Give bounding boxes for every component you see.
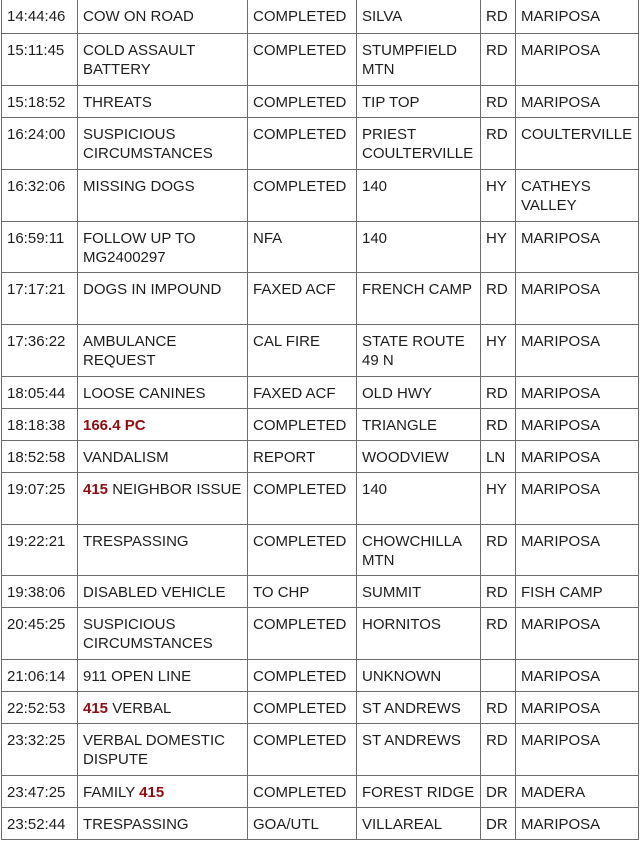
street-cell: SUMMIT: [357, 575, 481, 607]
call-type-text: COW ON ROAD: [83, 8, 194, 25]
table-row: [2, 85, 639, 117]
call-log-table: [1, 0, 639, 840]
disposition-cell: COMPLETED: [248, 659, 357, 691]
time-cell: 16:59:11: [2, 221, 78, 272]
table-row: [2, 691, 639, 723]
call-type-cell: [78, 408, 248, 440]
street-suffix-cell: RD: [481, 524, 516, 575]
time-cell: 21:06:14: [2, 659, 78, 691]
table-row: [2, 376, 639, 408]
city-cell: MARIPOSA: [516, 607, 639, 659]
disposition-cell: COMPLETED: [248, 472, 357, 524]
table-row: [2, 807, 639, 839]
street-suffix-cell: HY: [481, 324, 516, 376]
table-row: [2, 33, 639, 85]
time-cell: 22:52:53: [2, 691, 78, 723]
table-row: [2, 524, 639, 575]
time-cell: 15:11:45: [2, 33, 78, 85]
street-suffix-cell: LN: [481, 440, 516, 472]
table-row: [2, 408, 639, 440]
call-log-body: [2, 0, 639, 839]
disposition-cell: FAXED ACF: [248, 272, 357, 324]
city-cell: MARIPOSA: [516, 272, 639, 324]
table-row: [2, 472, 639, 524]
disposition-cell: FAXED ACF: [248, 376, 357, 408]
penal-code-highlight: 415: [139, 783, 165, 801]
time-cell: 14:44:46: [2, 0, 78, 33]
table-row: [2, 723, 639, 775]
disposition-cell: COMPLETED: [248, 691, 357, 723]
time-cell: 19:07:25: [2, 472, 78, 524]
disposition-cell: COMPLETED: [248, 607, 357, 659]
time-cell: 23:47:25: [2, 775, 78, 807]
street-cell: STUMPFIELD MTN: [357, 33, 481, 85]
street-cell: STATE ROUTE 49 N: [357, 324, 481, 376]
call-type-cell: [78, 524, 248, 575]
call-type-text: TRESPASSING: [83, 532, 189, 550]
disposition-cell: NFA: [248, 221, 357, 272]
time-cell: 18:18:38: [2, 408, 78, 440]
city-cell: MARIPOSA: [516, 472, 639, 524]
disposition-cell: COMPLETED: [248, 775, 357, 807]
street-suffix-cell: RD: [481, 85, 516, 117]
penal-code-highlight: 166.4 PC: [83, 416, 146, 434]
street-cell: 140: [357, 472, 481, 524]
street-suffix-cell: RD: [481, 691, 516, 723]
city-cell: FISH CAMP: [516, 575, 639, 607]
table-row: [2, 659, 639, 691]
call-type-text: SUSPICIOUS CIRCUMSTANCES: [83, 125, 213, 162]
city-cell: MARIPOSA: [516, 691, 639, 723]
disposition-cell: COMPLETED: [248, 169, 357, 221]
street-suffix-cell: DR: [481, 775, 516, 807]
street-cell: FRENCH CAMP: [357, 272, 481, 324]
call-type-cell: [78, 85, 248, 117]
street-suffix-cell: RD: [481, 117, 516, 169]
call-type-text: SUSPICIOUS CIRCUMSTANCES: [83, 615, 213, 652]
city-cell: MARIPOSA: [516, 723, 639, 775]
call-type-text: NEIGHBOR ISSUE: [108, 480, 242, 498]
table-row: [2, 117, 639, 169]
table-row: [2, 169, 639, 221]
call-type-text: 911 OPEN LINE: [83, 667, 192, 685]
street-cell: OLD HWY: [357, 376, 481, 408]
call-type-text: VANDALISM: [83, 448, 169, 466]
call-type-cell: [78, 376, 248, 408]
call-type-cell: [78, 272, 248, 324]
street-cell: FOREST RIDGE: [357, 775, 481, 807]
street-cell: TRIANGLE: [357, 408, 481, 440]
table-row: [2, 575, 639, 607]
street-cell: VILLAREAL: [357, 807, 481, 839]
call-type-text: LOOSE CANINES: [83, 384, 206, 402]
street-suffix-cell: DR: [481, 807, 516, 839]
call-type-text: THREATS: [83, 93, 152, 111]
street-cell: CHOWCHILLA MTN: [357, 524, 481, 575]
call-type-text: VERBAL DOMESTIC DISPUTE: [83, 731, 230, 768]
time-cell: 23:32:25: [2, 723, 78, 775]
city-cell: MARIPOSA: [516, 659, 639, 691]
call-type-text: COLD ASSAULT BATTERY: [83, 41, 200, 78]
time-cell: 18:52:58: [2, 440, 78, 472]
time-cell: 16:32:06: [2, 169, 78, 221]
disposition-cell: COMPLETED: [248, 85, 357, 117]
table-row: [2, 607, 639, 659]
call-type-cell: [78, 575, 248, 607]
city-cell: COULTERVILLE: [516, 117, 639, 169]
street-suffix-cell: RD: [481, 33, 516, 85]
city-cell: MARIPOSA: [516, 408, 639, 440]
call-type-cell: [78, 691, 248, 723]
time-cell: 19:38:06: [2, 575, 78, 607]
table-row: [2, 440, 639, 472]
street-suffix-cell: RD: [481, 408, 516, 440]
call-type-cell: [78, 472, 248, 524]
time-cell: 23:52:44: [2, 807, 78, 839]
call-type-cell: [78, 221, 248, 272]
city-cell: MARIPOSA: [516, 376, 639, 408]
street-suffix-cell: HY: [481, 221, 516, 272]
street-cell: PRIEST COULTERVILLE: [357, 117, 481, 169]
street-suffix-cell: HY: [481, 169, 516, 221]
city-cell: MARIPOSA: [516, 807, 639, 839]
call-type-cell: [78, 33, 248, 85]
call-type-cell: [78, 807, 248, 839]
street-cell: WOODVIEW: [357, 440, 481, 472]
city-cell: MARIPOSA: [516, 85, 639, 117]
call-type-text: FOLLOW UP TO MG2400297: [83, 229, 200, 266]
call-type-cell: [78, 324, 248, 376]
table-row: [2, 324, 639, 376]
call-type-cell: [78, 440, 248, 472]
street-suffix-cell: RD: [481, 376, 516, 408]
street-suffix-cell: RD: [481, 575, 516, 607]
street-suffix-cell: RD: [481, 607, 516, 659]
call-type-cell: [78, 775, 248, 807]
table-row: [2, 272, 639, 324]
call-type-text: MISSING DOGS: [83, 177, 195, 195]
table-row: [2, 221, 639, 272]
call-type-cell: [78, 0, 248, 33]
city-cell: MARIPOSA: [516, 524, 639, 575]
call-type-text: AMBULANCE REQUEST: [83, 332, 181, 369]
disposition-cell: COMPLETED: [248, 408, 357, 440]
table-row: [2, 775, 639, 807]
street-suffix-cell: HY: [481, 472, 516, 524]
street-cell: ST ANDREWS: [357, 691, 481, 723]
call-type-text: FAMILY: [83, 783, 140, 801]
call-type-text: DOGS IN IMPOUND: [83, 280, 222, 298]
street-suffix-cell: RD: [481, 272, 516, 324]
call-type-cell: [78, 659, 248, 691]
call-type-cell: [78, 169, 248, 221]
city-cell: MADERA: [516, 775, 639, 807]
time-cell: 18:05:44: [2, 376, 78, 408]
time-cell: 19:22:21: [2, 524, 78, 575]
city-cell: MARIPOSA: [516, 440, 639, 472]
street-suffix-cell: RD: [481, 0, 516, 33]
street-suffix-cell: RD: [481, 723, 516, 775]
call-type-cell: [78, 117, 248, 169]
call-type-text: TRESPASSING: [83, 815, 189, 833]
disposition-cell: COMPLETED: [248, 117, 357, 169]
time-cell: 17:36:22: [2, 324, 78, 376]
disposition-cell: COMPLETED: [248, 524, 357, 575]
street-cell: 140: [357, 169, 481, 221]
table-row: [2, 0, 639, 33]
city-cell: MARIPOSA: [516, 0, 639, 33]
call-type-text: DISABLED VEHICLE: [83, 583, 226, 601]
city-cell: MARIPOSA: [516, 221, 639, 272]
street-cell: SILVA: [357, 0, 481, 33]
time-cell: 16:24:00: [2, 117, 78, 169]
time-cell: 20:45:25: [2, 607, 78, 659]
call-type-text: VERBAL: [108, 699, 172, 717]
disposition-cell: COMPLETED: [248, 0, 357, 33]
penal-code-highlight: 415: [83, 480, 109, 498]
disposition-cell: COMPLETED: [248, 723, 357, 775]
time-cell: 15:18:52: [2, 85, 78, 117]
street-cell: ST ANDREWS: [357, 723, 481, 775]
street-cell: 140: [357, 221, 481, 272]
city-cell: MARIPOSA: [516, 324, 639, 376]
street-cell: TIP TOP: [357, 85, 481, 117]
disposition-cell: REPORT: [248, 440, 357, 472]
street-suffix-cell: [481, 659, 516, 691]
disposition-cell: TO CHP: [248, 575, 357, 607]
city-cell: MARIPOSA: [516, 33, 639, 85]
disposition-cell: COMPLETED: [248, 33, 357, 85]
call-type-cell: [78, 607, 248, 659]
city-cell: CATHEYS VALLEY: [516, 169, 639, 221]
call-type-cell: [78, 723, 248, 775]
penal-code-highlight: 415: [83, 699, 109, 717]
disposition-cell: GOA/UTL: [248, 807, 357, 839]
time-cell: 17:17:21: [2, 272, 78, 324]
disposition-cell: CAL FIRE: [248, 324, 357, 376]
street-cell: UNKNOWN: [357, 659, 481, 691]
street-cell: HORNITOS: [357, 607, 481, 659]
